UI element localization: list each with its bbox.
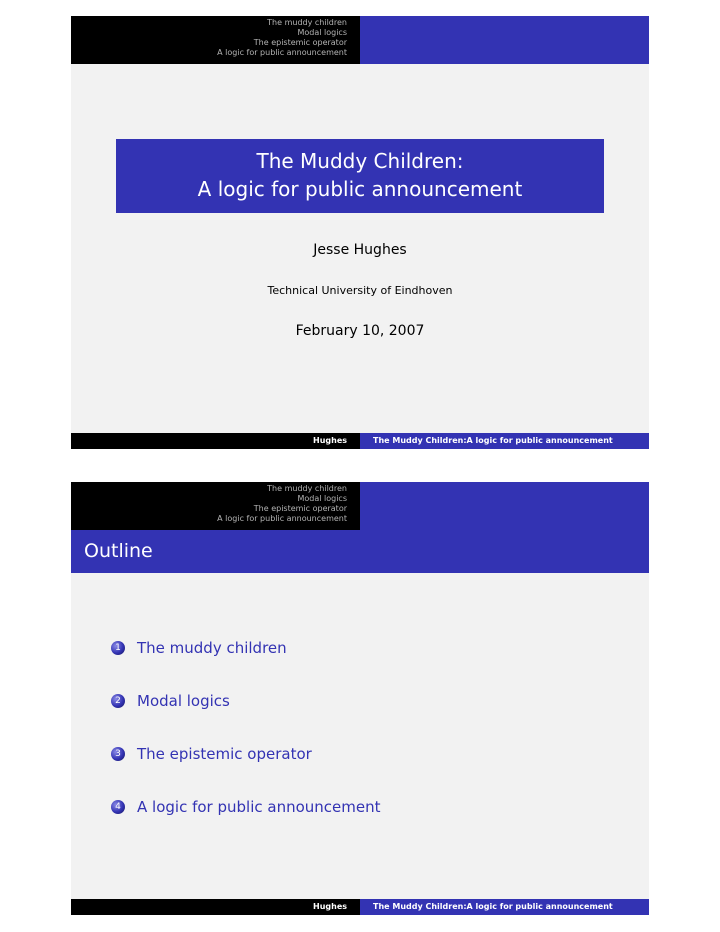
footer-title: The Muddy Children:A logic for public announcement xyxy=(373,902,613,911)
toc-item-label[interactable]: The muddy children xyxy=(137,639,287,657)
headline-bar xyxy=(71,16,649,64)
title-box xyxy=(116,139,604,213)
nav-section-epistemic-operator[interactable]: The epistemic operator xyxy=(253,504,347,513)
headline-right xyxy=(360,482,649,530)
toc-item[interactable] xyxy=(111,637,380,690)
toc-item[interactable] xyxy=(111,690,380,743)
footline-bar xyxy=(71,433,649,449)
section-number-ball-icon: 3 xyxy=(111,747,125,761)
institute: Technical University of Eindhoven xyxy=(267,284,453,297)
presentation-date: February 10, 2007 xyxy=(295,323,425,339)
nav-section-muddy-children[interactable]: The muddy children xyxy=(267,18,347,27)
section-navigation xyxy=(217,18,347,58)
footline-left xyxy=(71,433,360,449)
footer-author: Hughes xyxy=(313,902,347,911)
headline-bar xyxy=(71,482,649,530)
presentation-title-line2: A logic for public announcement xyxy=(197,177,523,201)
title-slide xyxy=(71,16,649,449)
nav-section-muddy-children[interactable]: The muddy children xyxy=(267,484,347,493)
headline-left xyxy=(71,16,360,64)
nav-section-modal-logics[interactable]: Modal logics xyxy=(297,494,347,503)
toc-item-label[interactable]: Modal logics xyxy=(137,692,230,710)
presentation-title-line1: The Muddy Children: xyxy=(256,149,464,173)
toc-item-label[interactable]: The epistemic operator xyxy=(137,745,312,763)
footline-left xyxy=(71,899,360,915)
nav-section-modal-logics[interactable]: Modal logics xyxy=(297,28,347,37)
headline-right xyxy=(360,16,649,64)
footer-title: The Muddy Children:A logic for public announcement xyxy=(373,436,613,445)
toc-item[interactable] xyxy=(111,796,380,849)
footline-bar xyxy=(71,899,649,915)
toc-item[interactable] xyxy=(111,743,380,796)
author-name: Jesse Hughes xyxy=(313,242,407,258)
footline-right xyxy=(360,433,649,449)
frame-title-bar xyxy=(71,530,649,573)
section-number-ball-icon: 4 xyxy=(111,800,125,814)
outline-slide xyxy=(71,482,649,915)
nav-section-public-announcement[interactable]: A logic for public announcement xyxy=(217,514,347,523)
footer-author: Hughes xyxy=(313,436,347,445)
frame-title: Outline xyxy=(84,540,153,562)
section-number-ball-icon: 2 xyxy=(111,694,125,708)
headline-left xyxy=(71,482,360,530)
section-number-ball-icon: 1 xyxy=(111,641,125,655)
nav-section-epistemic-operator[interactable]: The epistemic operator xyxy=(253,38,347,47)
table-of-contents xyxy=(111,637,380,849)
nav-section-public-announcement[interactable]: A logic for public announcement xyxy=(217,48,347,57)
section-navigation xyxy=(217,484,347,524)
footline-right xyxy=(360,899,649,915)
toc-item-label[interactable]: A logic for public announcement xyxy=(137,798,381,816)
